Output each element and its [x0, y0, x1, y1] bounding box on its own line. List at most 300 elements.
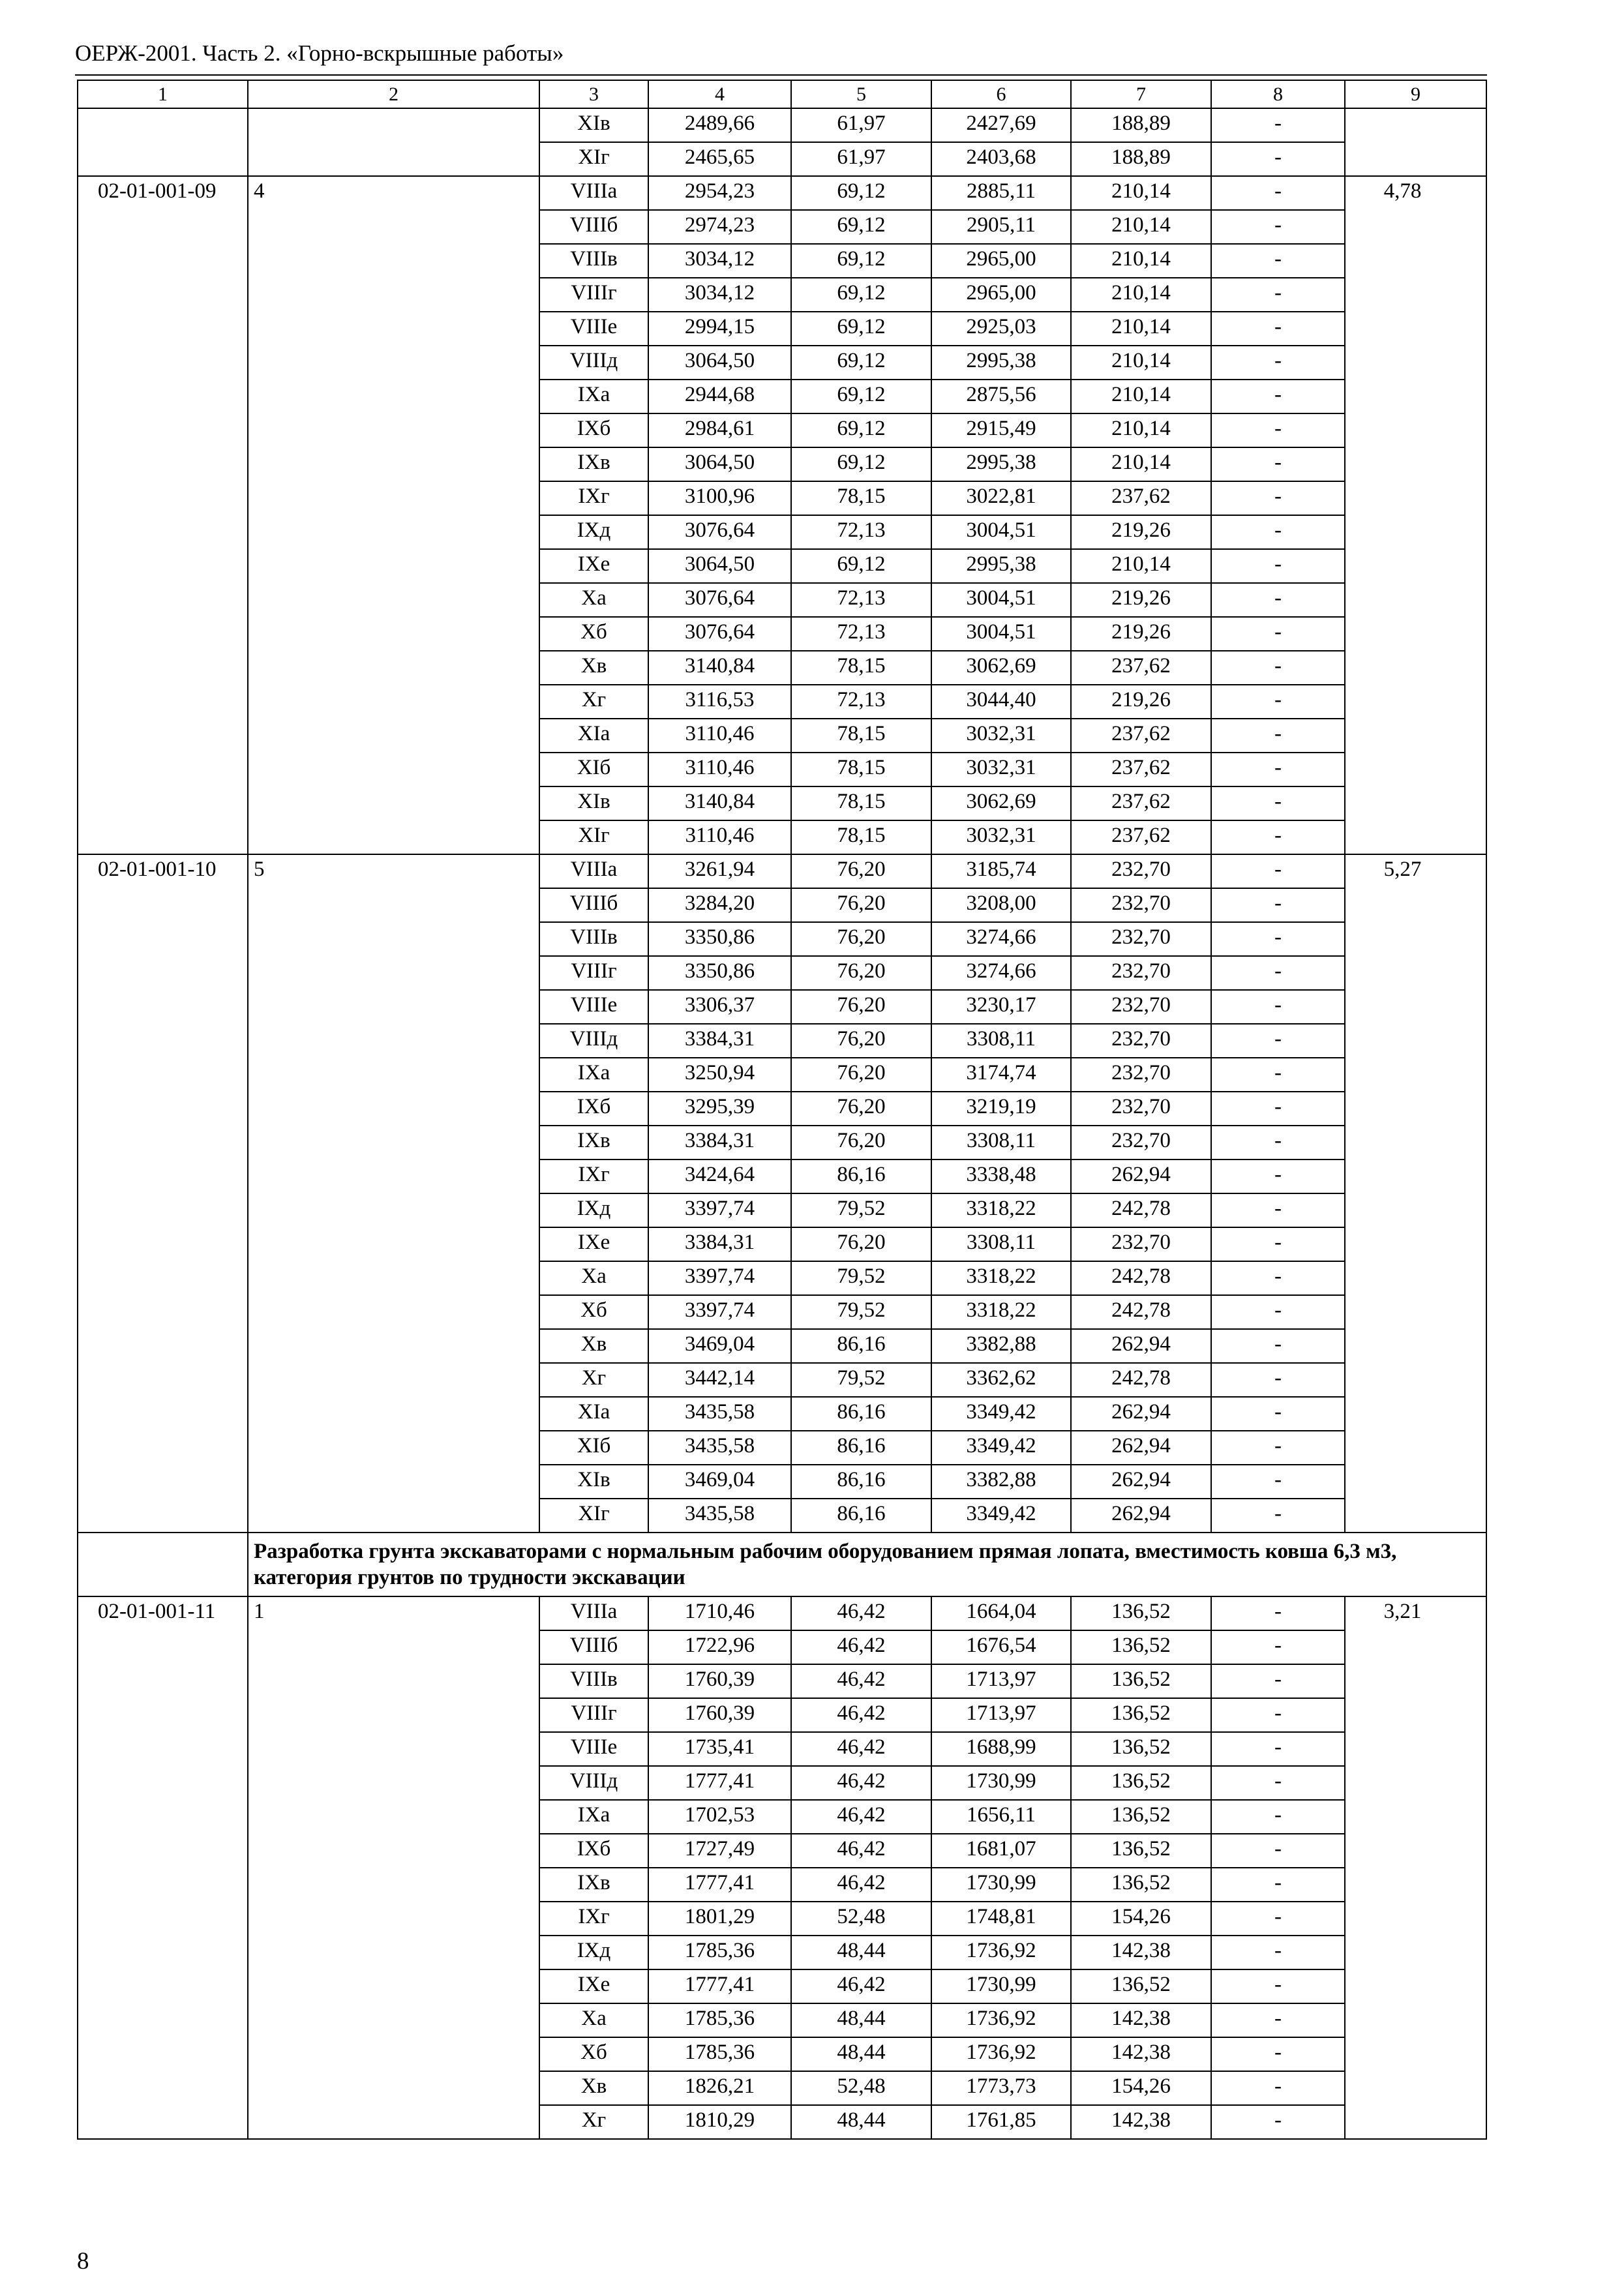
machine-cost-cell: 1713,97: [931, 1664, 1071, 1698]
section-heading: Разработка грунта экскаваторами с нормальным рабочим оборудованием прямая лопата, вместимость ковша 6,3 м3, категория грунтов по трудности экскавации: [248, 1533, 1486, 1596]
category-cell: XIг: [539, 142, 648, 176]
machine-cost-cell: 3174,74: [931, 1058, 1071, 1092]
materials-cell: -: [1211, 753, 1345, 786]
category-cell: Xб: [539, 2037, 648, 2071]
total-cost-cell: 3442,14: [648, 1363, 791, 1397]
materials-cell: -: [1211, 1092, 1345, 1126]
materials-cell: -: [1211, 481, 1345, 515]
materials-cell: -: [1211, 1431, 1345, 1465]
machine-cost-cell: 2885,11: [931, 176, 1071, 210]
operator-wage-cell: 188,89: [1071, 142, 1211, 176]
total-cost-cell: 3140,84: [648, 786, 791, 820]
total-cost-cell: 3034,12: [648, 244, 791, 278]
materials-cell: -: [1211, 1499, 1345, 1533]
total-cost-cell: 2944,68: [648, 380, 791, 413]
category-cell: VIIIв: [539, 244, 648, 278]
materials-cell: -: [1211, 380, 1345, 413]
materials-cell: -: [1211, 1329, 1345, 1363]
materials-cell: -: [1211, 2037, 1345, 2071]
labor-cost-cell: 46,42: [791, 1766, 931, 1800]
machine-cost-cell: 3208,00: [931, 888, 1071, 922]
category-cell: Xа: [539, 2003, 648, 2037]
operator-wage-cell: 210,14: [1071, 413, 1211, 447]
machine-cost-cell: 3382,88: [931, 1465, 1071, 1499]
category-cell: IXд: [539, 515, 648, 549]
labor-cost-cell: 69,12: [791, 278, 931, 312]
machine-cost-cell: 1736,92: [931, 2003, 1071, 2037]
labor-cost-cell: 72,13: [791, 685, 931, 719]
materials-cell: -: [1211, 888, 1345, 922]
category-cell: Xб: [539, 617, 648, 651]
column-number-6: 6: [931, 80, 1071, 108]
column-number-2: 2: [248, 80, 539, 108]
operator-wage-cell: 262,94: [1071, 1431, 1211, 1465]
total-cost-cell: 3350,86: [648, 922, 791, 956]
category-cell: IXд: [539, 1193, 648, 1227]
machine-cost-cell: 1730,99: [931, 1766, 1071, 1800]
labor-cost-cell: 46,42: [791, 1969, 931, 2003]
materials-cell: -: [1211, 142, 1345, 176]
labor-cost-cell: 76,20: [791, 1024, 931, 1058]
machine-cost-cell: 3318,22: [931, 1261, 1071, 1295]
machine-cost-cell: 3032,31: [931, 753, 1071, 786]
materials-cell: -: [1211, 651, 1345, 685]
machine-cost-cell: 3338,48: [931, 1159, 1071, 1193]
total-cost-cell: 2984,61: [648, 413, 791, 447]
column-number-7: 7: [1071, 80, 1211, 108]
category-cell: VIIIд: [539, 1766, 648, 1800]
machine-cost-cell: 2905,11: [931, 210, 1071, 244]
materials-cell: -: [1211, 685, 1345, 719]
machine-cost-cell: 3062,69: [931, 786, 1071, 820]
operator-wage-cell: 154,26: [1071, 2071, 1211, 2105]
labor-cost-cell: 48,44: [791, 2105, 931, 2139]
header-rule: [75, 74, 1487, 76]
labor-cost-cell: 86,16: [791, 1329, 931, 1363]
materials-cell: -: [1211, 1969, 1345, 2003]
materials-cell: -: [1211, 1868, 1345, 1902]
total-cost-cell: 3435,58: [648, 1397, 791, 1431]
labor-cost-cell: 79,52: [791, 1295, 931, 1329]
machine-cost-cell: 3230,17: [931, 990, 1071, 1024]
machine-cost-cell: 3362,62: [931, 1363, 1071, 1397]
rates-table: [77, 80, 1487, 2140]
labor-cost-cell: 48,44: [791, 2003, 931, 2037]
machine-cost-cell: 1761,85: [931, 2105, 1071, 2139]
machine-cost-cell: 1713,97: [931, 1698, 1071, 1732]
labor-cost-cell: 61,97: [791, 142, 931, 176]
category-cell: VIIIв: [539, 1664, 648, 1698]
labor-cost-cell: 76,20: [791, 1058, 931, 1092]
operator-wage-cell: 232,70: [1071, 956, 1211, 990]
materials-cell: -: [1211, 1596, 1345, 1630]
operator-wage-cell: 136,52: [1071, 1800, 1211, 1834]
operator-wage-cell: 262,94: [1071, 1159, 1211, 1193]
machine-cost-cell: 3185,74: [931, 854, 1071, 888]
labor-cost-cell: 69,12: [791, 549, 931, 583]
operator-wage-cell: 232,70: [1071, 1092, 1211, 1126]
labor-cost-cell: 76,20: [791, 990, 931, 1024]
machine-cost-cell: 1736,92: [931, 1936, 1071, 1969]
category-cell: IXг: [539, 481, 648, 515]
labor-cost-cell: 76,20: [791, 922, 931, 956]
machine-cost-cell: 3032,31: [931, 820, 1071, 854]
operator-wage-cell: 242,78: [1071, 1261, 1211, 1295]
category-cell: VIIIв: [539, 922, 648, 956]
materials-cell: -: [1211, 549, 1345, 583]
operator-wage-cell: 262,94: [1071, 1397, 1211, 1431]
materials-cell: -: [1211, 1227, 1345, 1261]
category-cell: VIIIе: [539, 990, 648, 1024]
category-cell: IXб: [539, 413, 648, 447]
category-cell: IXе: [539, 549, 648, 583]
category-cell: VIIIа: [539, 1596, 648, 1630]
materials-cell: -: [1211, 108, 1345, 142]
operator-wage-cell: 210,14: [1071, 447, 1211, 481]
operator-wage-cell: 210,14: [1071, 176, 1211, 210]
machine-cost-cell: 1748,81: [931, 1902, 1071, 1936]
machine-cost-cell: 2403,68: [931, 142, 1071, 176]
table-row: [78, 108, 1486, 142]
operator-wage-cell: 232,70: [1071, 1024, 1211, 1058]
machine-cost-cell: 1664,04: [931, 1596, 1071, 1630]
labor-cost-cell: 69,12: [791, 447, 931, 481]
total-cost-cell: 1722,96: [648, 1630, 791, 1664]
total-cost-cell: 2974,23: [648, 210, 791, 244]
total-cost-cell: 3397,74: [648, 1193, 791, 1227]
labor-cost-cell: 79,52: [791, 1193, 931, 1227]
machine-cost-cell: 1730,99: [931, 1969, 1071, 2003]
machine-cost-cell: 3062,69: [931, 651, 1071, 685]
operator-wage-cell: 242,78: [1071, 1295, 1211, 1329]
rate-variant: 1: [248, 1596, 539, 2139]
total-cost-cell: 1785,36: [648, 1936, 791, 1969]
operator-wage-cell: 142,38: [1071, 1936, 1211, 1969]
operator-wage-cell: 232,70: [1071, 888, 1211, 922]
category-cell: Xа: [539, 1261, 648, 1295]
machine-cost-cell: 2875,56: [931, 380, 1071, 413]
category-cell: IXе: [539, 1969, 648, 2003]
machine-cost-cell: 3382,88: [931, 1329, 1071, 1363]
total-cost-cell: 3306,37: [648, 990, 791, 1024]
total-cost-cell: 3110,46: [648, 753, 791, 786]
labor-cost-cell: 69,12: [791, 244, 931, 278]
materials-cell: -: [1211, 1397, 1345, 1431]
materials-cell: -: [1211, 1936, 1345, 1969]
machine-cost-cell: 3308,11: [931, 1024, 1071, 1058]
operator-wage-cell: 242,78: [1071, 1193, 1211, 1227]
machine-cost-cell: 1688,99: [931, 1732, 1071, 1766]
machine-cost-cell: 3022,81: [931, 481, 1071, 515]
total-cost-cell: 3384,31: [648, 1126, 791, 1159]
total-cost-cell: 1801,29: [648, 1902, 791, 1936]
materials-cell: -: [1211, 1024, 1345, 1058]
labor-cost-cell: 86,16: [791, 1159, 931, 1193]
operator-wage-cell: 188,89: [1071, 108, 1211, 142]
operator-wage-cell: 237,62: [1071, 820, 1211, 854]
machine-cost-cell: 1736,92: [931, 2037, 1071, 2071]
labor-cost-cell: 76,20: [791, 1126, 931, 1159]
machine-cost-cell: 3349,42: [931, 1431, 1071, 1465]
operator-wage-cell: 232,70: [1071, 1126, 1211, 1159]
category-cell: VIIIб: [539, 1630, 648, 1664]
materials-cell: -: [1211, 1159, 1345, 1193]
materials-cell: -: [1211, 1058, 1345, 1092]
machine-cost-cell: 3274,66: [931, 956, 1071, 990]
labor-cost-cell: 86,16: [791, 1397, 931, 1431]
labor-cost-cell: 69,12: [791, 346, 931, 380]
machine-cost-cell: 2965,00: [931, 278, 1071, 312]
operator-wage-cell: 262,94: [1071, 1499, 1211, 1533]
operator-wage-cell: 232,70: [1071, 990, 1211, 1024]
category-cell: Xв: [539, 651, 648, 685]
operator-wage-cell: 142,38: [1071, 2003, 1211, 2037]
materials-cell: -: [1211, 346, 1345, 380]
operator-wage-cell: 237,62: [1071, 753, 1211, 786]
category-cell: IXа: [539, 1800, 648, 1834]
labor-cost-cell: 76,20: [791, 888, 931, 922]
category-cell: XIа: [539, 719, 648, 753]
category-cell: IXа: [539, 1058, 648, 1092]
total-cost-cell: 1810,29: [648, 2105, 791, 2139]
machine-cost-cell: 1656,11: [931, 1800, 1071, 1834]
operator-wage-cell: 210,14: [1071, 244, 1211, 278]
operator-wage-cell: 136,52: [1071, 1969, 1211, 2003]
materials-cell: -: [1211, 1698, 1345, 1732]
total-cost-cell: 3076,64: [648, 617, 791, 651]
operator-wage-cell: 142,38: [1071, 2037, 1211, 2071]
category-cell: IXв: [539, 1868, 648, 1902]
labor-cost-cell: 69,12: [791, 312, 931, 346]
page-header: ОЕРЖ-2001. Часть 2. «Горно-вскрышные работы»: [75, 40, 564, 66]
machine-cost-cell: 3318,22: [931, 1193, 1071, 1227]
labor-hours-cell: [1345, 108, 1486, 176]
machine-cost-cell: 3004,51: [931, 617, 1071, 651]
total-cost-cell: 2954,23: [648, 176, 791, 210]
labor-hours-cell: 5,27: [1345, 854, 1486, 1533]
machine-cost-cell: 3308,11: [931, 1126, 1071, 1159]
machine-cost-cell: 3349,42: [931, 1397, 1071, 1431]
materials-cell: -: [1211, 617, 1345, 651]
operator-wage-cell: 237,62: [1071, 651, 1211, 685]
operator-wage-cell: 136,52: [1071, 1664, 1211, 1698]
machine-cost-cell: 3274,66: [931, 922, 1071, 956]
category-cell: XIв: [539, 108, 648, 142]
total-cost-cell: 1735,41: [648, 1732, 791, 1766]
operator-wage-cell: 136,52: [1071, 1868, 1211, 1902]
labor-cost-cell: 79,52: [791, 1261, 931, 1295]
rate-code: [78, 108, 248, 176]
column-number-5: 5: [791, 80, 931, 108]
category-cell: XIа: [539, 1397, 648, 1431]
labor-cost-cell: 46,42: [791, 1698, 931, 1732]
total-cost-cell: 3064,50: [648, 346, 791, 380]
labor-cost-cell: 69,12: [791, 413, 931, 447]
machine-cost-cell: 2915,49: [931, 413, 1071, 447]
operator-wage-cell: 219,26: [1071, 685, 1211, 719]
operator-wage-cell: 219,26: [1071, 515, 1211, 549]
labor-cost-cell: 72,13: [791, 617, 931, 651]
total-cost-cell: 3397,74: [648, 1261, 791, 1295]
materials-cell: -: [1211, 447, 1345, 481]
total-cost-cell: 3140,84: [648, 651, 791, 685]
materials-cell: -: [1211, 1664, 1345, 1698]
labor-cost-cell: 46,42: [791, 1800, 931, 1834]
labor-cost-cell: 61,97: [791, 108, 931, 142]
machine-cost-cell: 3004,51: [931, 515, 1071, 549]
category-cell: VIIIд: [539, 1024, 648, 1058]
operator-wage-cell: 237,62: [1071, 481, 1211, 515]
machine-cost-cell: 2995,38: [931, 549, 1071, 583]
total-cost-cell: 3384,31: [648, 1024, 791, 1058]
operator-wage-cell: 210,14: [1071, 346, 1211, 380]
labor-cost-cell: 78,15: [791, 753, 931, 786]
category-cell: IXв: [539, 447, 648, 481]
labor-cost-cell: 69,12: [791, 210, 931, 244]
materials-cell: -: [1211, 1834, 1345, 1868]
operator-wage-cell: 210,14: [1071, 210, 1211, 244]
materials-cell: -: [1211, 719, 1345, 753]
labor-cost-cell: 76,20: [791, 854, 931, 888]
operator-wage-cell: 262,94: [1071, 1465, 1211, 1499]
machine-cost-cell: 3219,19: [931, 1092, 1071, 1126]
category-cell: IXд: [539, 1936, 648, 1969]
labor-cost-cell: 46,42: [791, 1630, 931, 1664]
total-cost-cell: 1777,41: [648, 1766, 791, 1800]
total-cost-cell: 3261,94: [648, 854, 791, 888]
labor-cost-cell: 76,20: [791, 956, 931, 990]
rate-variant: 4: [248, 176, 539, 854]
column-number-3: 3: [539, 80, 648, 108]
materials-cell: -: [1211, 1766, 1345, 1800]
machine-cost-cell: 3004,51: [931, 583, 1071, 617]
category-cell: IXе: [539, 1227, 648, 1261]
labor-cost-cell: 46,42: [791, 1596, 931, 1630]
total-cost-cell: 3076,64: [648, 583, 791, 617]
total-cost-cell: 3284,20: [648, 888, 791, 922]
total-cost-cell: 3100,96: [648, 481, 791, 515]
total-cost-cell: 3469,04: [648, 1329, 791, 1363]
operator-wage-cell: 210,14: [1071, 549, 1211, 583]
materials-cell: -: [1211, 413, 1345, 447]
total-cost-cell: 2994,15: [648, 312, 791, 346]
materials-cell: -: [1211, 786, 1345, 820]
total-cost-cell: 1710,46: [648, 1596, 791, 1630]
machine-cost-cell: 1773,73: [931, 2071, 1071, 2105]
total-cost-cell: 2465,65: [648, 142, 791, 176]
category-cell: Xв: [539, 1329, 648, 1363]
category-cell: XIб: [539, 1431, 648, 1465]
materials-cell: -: [1211, 2003, 1345, 2037]
category-cell: IXв: [539, 1126, 648, 1159]
table-row: [78, 1596, 1486, 1630]
operator-wage-cell: 136,52: [1071, 1596, 1211, 1630]
machine-cost-cell: 2995,38: [931, 447, 1071, 481]
operator-wage-cell: 232,70: [1071, 922, 1211, 956]
machine-cost-cell: 3032,31: [931, 719, 1071, 753]
materials-cell: -: [1211, 854, 1345, 888]
operator-wage-cell: 210,14: [1071, 380, 1211, 413]
labor-cost-cell: 72,13: [791, 515, 931, 549]
labor-cost-cell: 69,12: [791, 176, 931, 210]
section-heading-pad: [78, 1533, 248, 1596]
operator-wage-cell: 237,62: [1071, 786, 1211, 820]
category-cell: IXг: [539, 1902, 648, 1936]
column-number-4: 4: [648, 80, 791, 108]
total-cost-cell: 3076,64: [648, 515, 791, 549]
operator-wage-cell: 219,26: [1071, 583, 1211, 617]
materials-cell: -: [1211, 1295, 1345, 1329]
machine-cost-cell: 3044,40: [931, 685, 1071, 719]
materials-cell: -: [1211, 244, 1345, 278]
labor-cost-cell: 46,42: [791, 1868, 931, 1902]
category-cell: XIв: [539, 1465, 648, 1499]
materials-cell: -: [1211, 1732, 1345, 1766]
total-cost-cell: 3435,58: [648, 1431, 791, 1465]
materials-cell: -: [1211, 1363, 1345, 1397]
category-cell: VIIIг: [539, 278, 648, 312]
materials-cell: -: [1211, 1800, 1345, 1834]
total-cost-cell: 3397,74: [648, 1295, 791, 1329]
labor-cost-cell: 76,20: [791, 1227, 931, 1261]
operator-wage-cell: 232,70: [1071, 1058, 1211, 1092]
materials-cell: -: [1211, 176, 1345, 210]
labor-cost-cell: 46,42: [791, 1664, 931, 1698]
machine-cost-cell: 1730,99: [931, 1868, 1071, 1902]
labor-cost-cell: 46,42: [791, 1732, 931, 1766]
total-cost-cell: 3424,64: [648, 1159, 791, 1193]
total-cost-cell: 1785,36: [648, 2003, 791, 2037]
labor-cost-cell: 69,12: [791, 380, 931, 413]
category-cell: Xб: [539, 1295, 648, 1329]
column-number-1: 1: [78, 80, 248, 108]
labor-cost-cell: 78,15: [791, 820, 931, 854]
machine-cost-cell: 1676,54: [931, 1630, 1071, 1664]
operator-wage-cell: 136,52: [1071, 1766, 1211, 1800]
materials-cell: -: [1211, 922, 1345, 956]
category-cell: XIг: [539, 820, 648, 854]
machine-cost-cell: 3318,22: [931, 1295, 1071, 1329]
labor-cost-cell: 86,16: [791, 1465, 931, 1499]
total-cost-cell: 3034,12: [648, 278, 791, 312]
labor-cost-cell: 86,16: [791, 1431, 931, 1465]
materials-cell: -: [1211, 515, 1345, 549]
category-cell: XIв: [539, 786, 648, 820]
total-cost-cell: 3384,31: [648, 1227, 791, 1261]
total-cost-cell: 1702,53: [648, 1800, 791, 1834]
category-cell: VIIIе: [539, 1732, 648, 1766]
labor-cost-cell: 48,44: [791, 1936, 931, 1969]
materials-cell: -: [1211, 1193, 1345, 1227]
total-cost-cell: 3064,50: [648, 549, 791, 583]
operator-wage-cell: 136,52: [1071, 1834, 1211, 1868]
rate-variant: 5: [248, 854, 539, 1533]
category-cell: VIIIб: [539, 210, 648, 244]
total-cost-cell: 1777,41: [648, 1868, 791, 1902]
page-number: 8: [77, 2248, 89, 2275]
table-row: [78, 176, 1486, 210]
total-cost-cell: 1760,39: [648, 1698, 791, 1732]
total-cost-cell: 3435,58: [648, 1499, 791, 1533]
total-cost-cell: 1785,36: [648, 2037, 791, 2071]
table-row: [78, 854, 1486, 888]
machine-cost-cell: 2427,69: [931, 108, 1071, 142]
total-cost-cell: 1777,41: [648, 1969, 791, 2003]
labor-cost-cell: 78,15: [791, 481, 931, 515]
category-cell: VIIIб: [539, 888, 648, 922]
machine-cost-cell: 2965,00: [931, 244, 1071, 278]
category-cell: IXб: [539, 1092, 648, 1126]
